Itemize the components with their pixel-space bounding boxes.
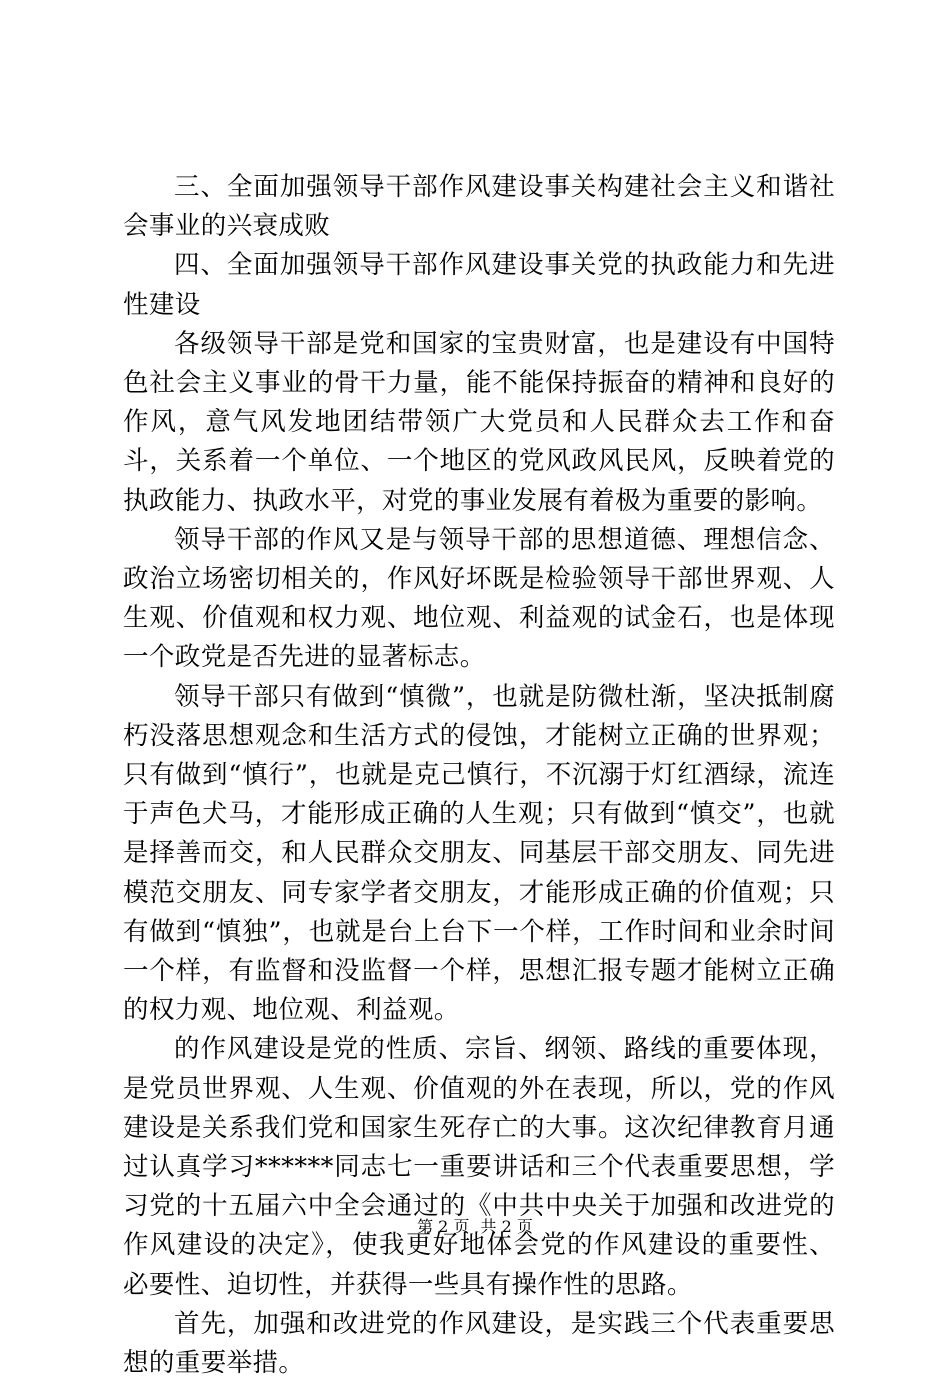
paragraph-four-cautions: 领导干部只有做到“慎微”，也就是防微杜渐，坚决抵制腐朽没落思想观念和生活方式的侵蚀，才能树立正确的世界观；只有做到“慎行”，也就是克己慎行，不沉溺于灯红酒绿，流连于声色犬马，才能形成正确的人生观；只有做到“慎交”，也就是择善而交，和人民群众交朋友、同基层干部交朋友、同先进模范交朋友、同专家学者交朋友，才能形成正确的价值观；只有做到“慎独”，也就是台上台下一个样，工作时间和业余时间一个样，有监督和没监督一个样，思想汇报专题才能树立正确的权力观、地位观、利益观。 xyxy=(123,681,835,1026)
paragraph-leaders-wealth: 各级领导干部是党和国家的宝贵财富，也是建设有中国特色社会主义事业的骨干力量，能不能保持振奋的精神和良好的作风，意气风发地团结带领广大党员和人民群众去工作和奋斗，关系着一个单位、一个地区的党风政风民风，反映着党的执政能力、执政水平，对党的事业发展有着极为重要的影响。 xyxy=(123,328,835,516)
paragraph-style-ideology: 领导干部的作风又是与领导干部的思想道德、理想信念、政治立场密切相关的，作风好坏既是检验领导干部世界观、人生观、价值观和权力观、地位观、利益观的试金石，也是体现一个政党是否先进的显著标志。 xyxy=(123,524,835,673)
page-number: 第 2 页 xyxy=(417,1217,470,1236)
paragraph-first-point: 首先，加强和改进党的作风建设，是实践三个代表重要思想的重要举措。 xyxy=(123,1308,835,1379)
paragraph-section-four: 四、全面加强领导干部作风建设事关党的执政能力和先进性建设 xyxy=(123,250,835,320)
paragraph-party-style: 的作风建设是党的性质、宗旨、纲领、路线的重要体现，是党员世界观、人生观、价值观的外在表现，所以，党的作风建设是关系我们党和国家生死存亡的大事。这次纪律教育月通过认真学习******同志七一重要讲话和三个代表重要思想，学习党的十五届六中全会通过的《中共中央关于加强和改进党的作风建设的决定》，使我更好地体会党的作风建设的重要性、必要性、迫切性，并获得一些具有操作性的思路。 xyxy=(123,1034,835,1300)
page-total: 共 2 页 xyxy=(480,1217,533,1236)
document-body xyxy=(123,168,835,1383)
paragraph-section-three: 三、全面加强领导干部作风建设事关构建社会主义和谐社会事业的兴衰成败 xyxy=(123,172,835,242)
page-footer xyxy=(0,1216,950,1238)
